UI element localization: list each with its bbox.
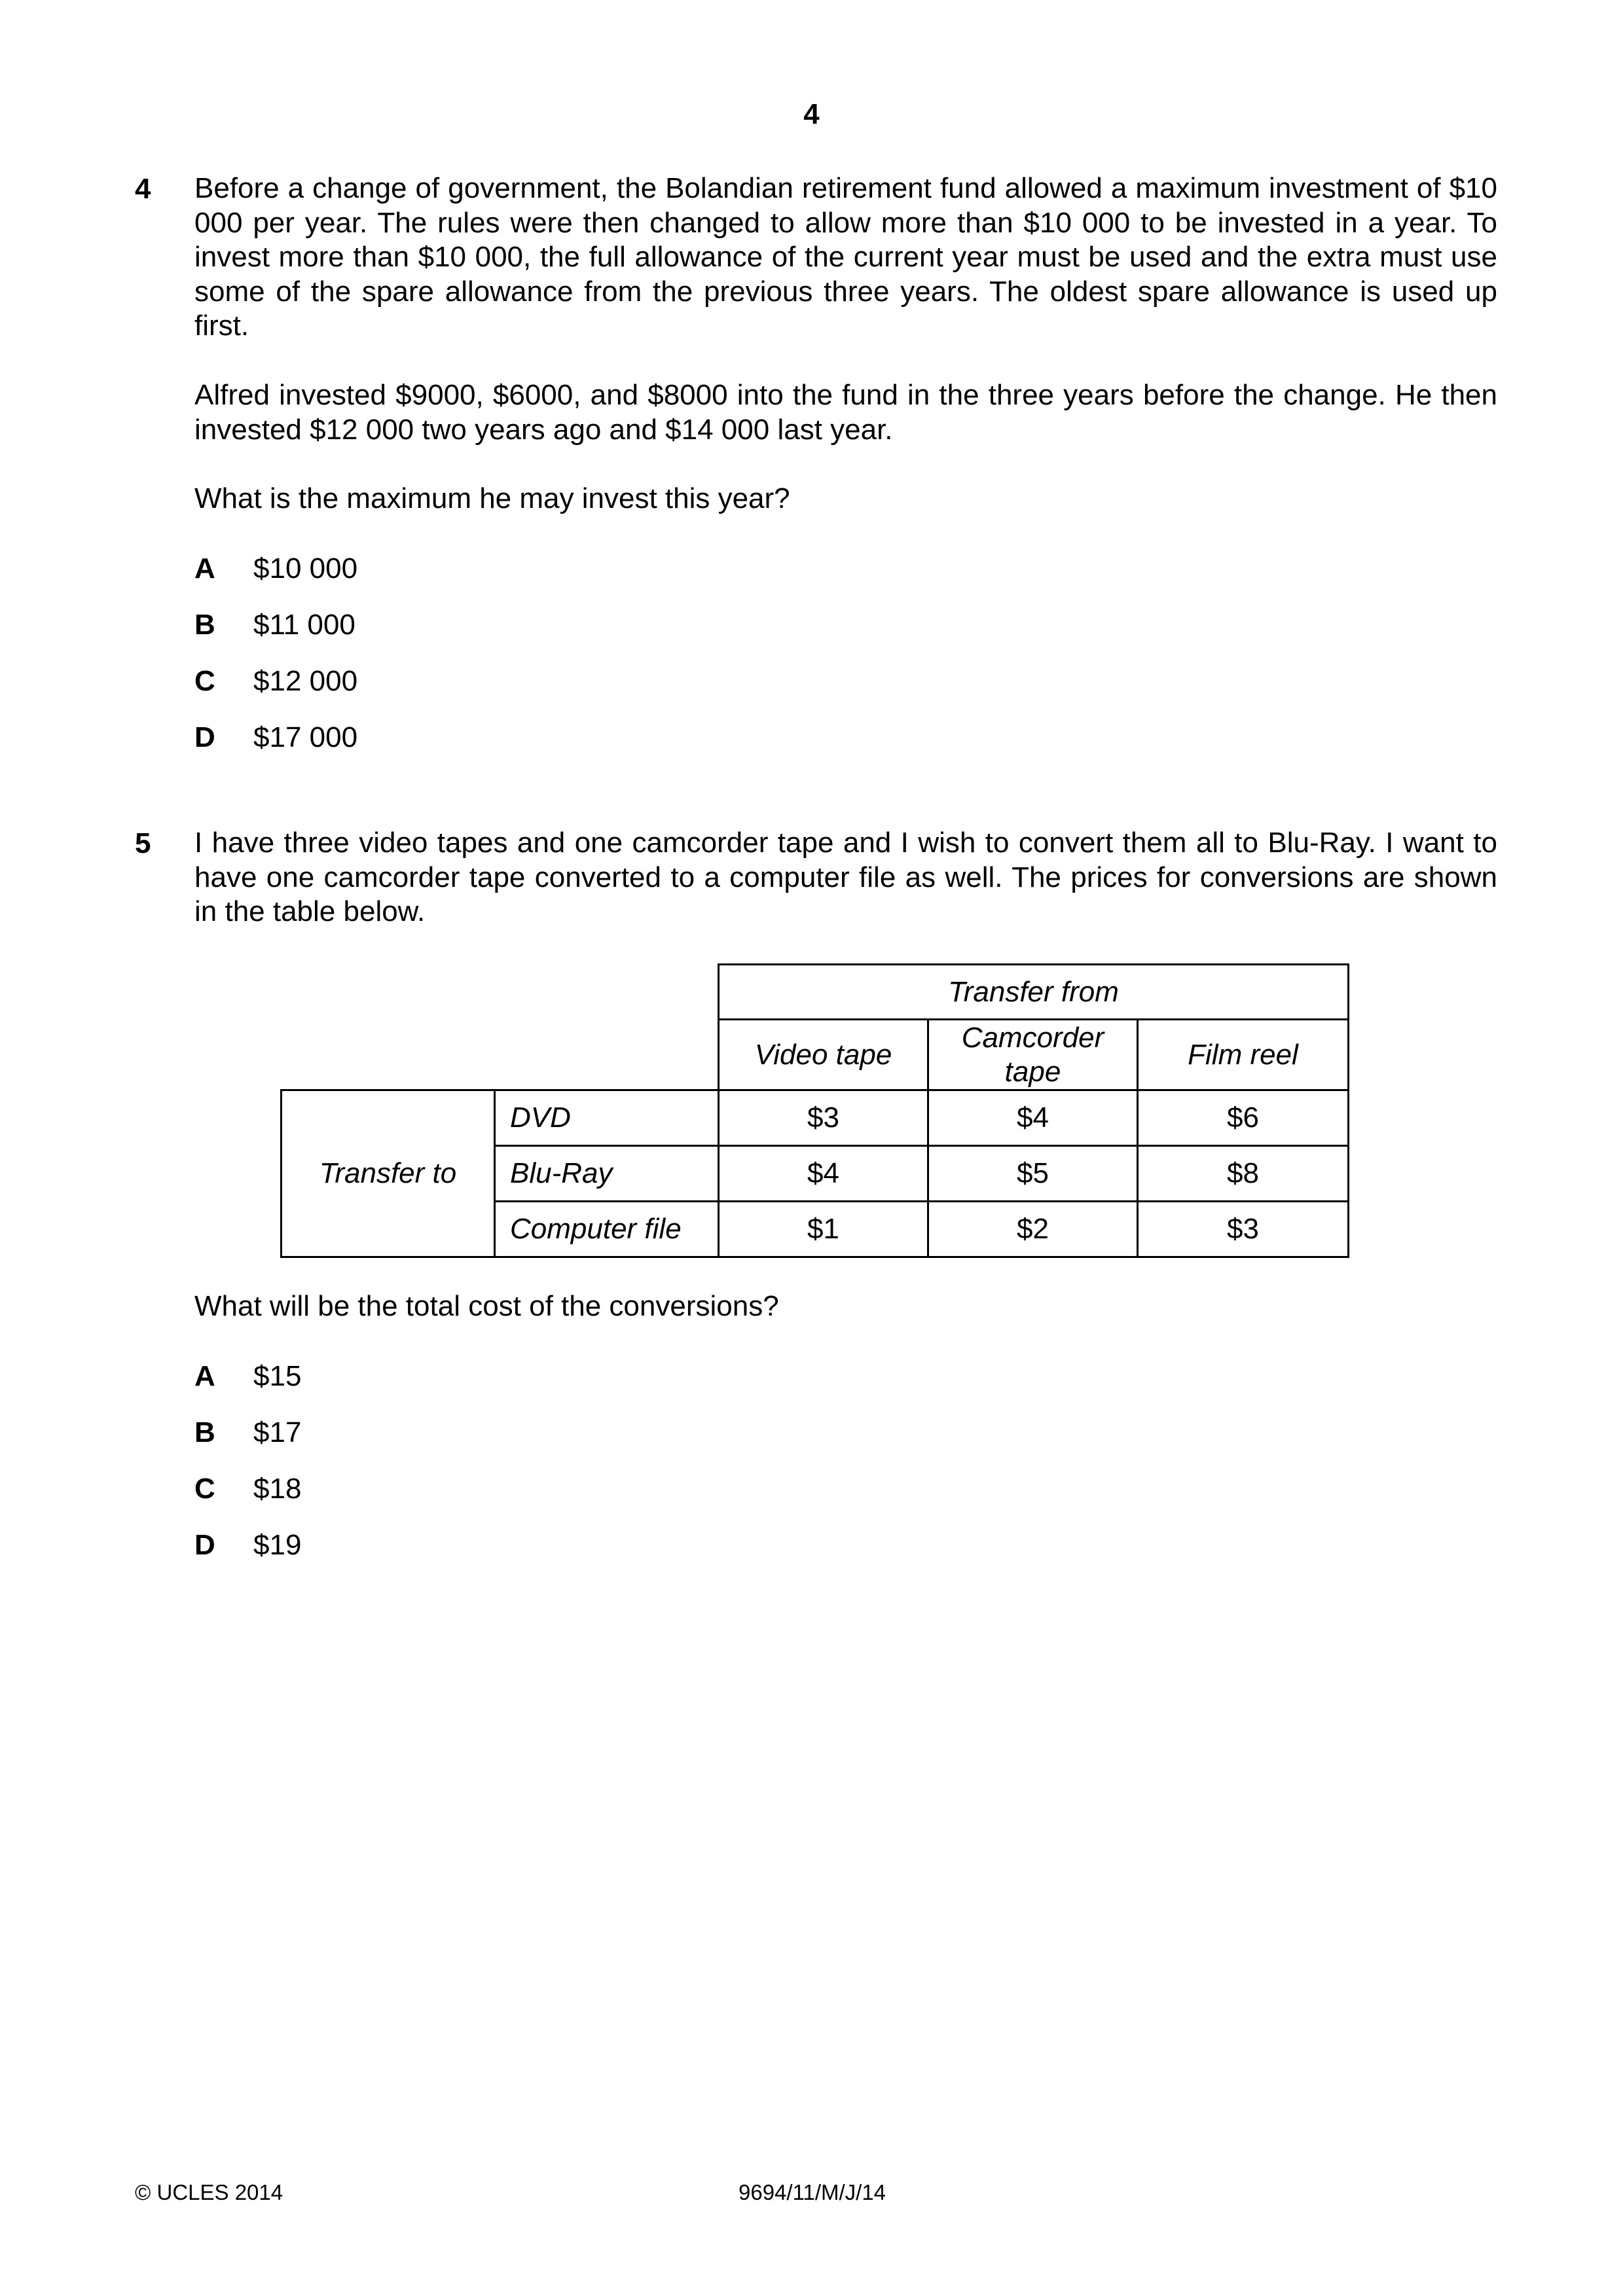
option-letter: B <box>194 1416 215 1448</box>
table-cell: $3 <box>719 1090 928 1146</box>
column-header-video-tape: Video tape <box>719 1020 928 1090</box>
option-value: $12 000 <box>253 665 358 697</box>
question-5-option-c <box>194 1471 301 1507</box>
question-4-prompt: What is the maximum he may invest this year? <box>194 482 790 514</box>
table-cell: $1 <box>719 1202 928 1257</box>
row-label-blu-ray: Blu-Ray <box>495 1146 719 1202</box>
table-cell: $4 <box>719 1146 928 1202</box>
option-letter: A <box>194 552 215 584</box>
option-letter: D <box>194 1529 215 1561</box>
table-cell: $4 <box>928 1090 1138 1146</box>
page-number: 4 <box>803 98 820 130</box>
row-label-dvd: DVD <box>495 1090 719 1146</box>
option-value: $17 <box>253 1416 302 1448</box>
question-4-paragraph-1: Before a change of government, the Bolandian retirement fund allowed a maximum investment of $10 000 per year. The rules were then changed to allow more than $10 000 to be invested in a year. To invest more than $10 000, the full allowance of the current year must be used and the extra must use some of the spare allowance from the previous three years. The oldest spare allowance is used up first. <box>194 172 1497 342</box>
footer-paper-code: 9694/11/M/J/14 <box>739 2180 886 2204</box>
table-cell: $6 <box>1138 1090 1349 1146</box>
table-cell: $2 <box>928 1202 1138 1257</box>
option-letter: C <box>194 665 215 697</box>
question-4-option-d <box>194 720 357 755</box>
option-value: $11 000 <box>253 609 356 641</box>
question-4-option-b <box>194 607 356 643</box>
option-value: $10 000 <box>253 552 358 584</box>
option-letter: D <box>194 721 215 753</box>
column-header-camcorder-tape: Camcorder tape <box>928 1020 1138 1090</box>
option-value: $18 <box>253 1473 302 1505</box>
question-4-option-a <box>194 551 357 586</box>
question-4-option-c <box>194 664 357 699</box>
option-value: $19 <box>253 1529 302 1561</box>
table-cell: $8 <box>1138 1146 1349 1202</box>
question-5-option-d <box>194 1528 301 1563</box>
option-value: $17 000 <box>253 721 358 753</box>
question-5-number: 5 <box>135 827 151 859</box>
question-5-prompt: What will be the total cost of the conversions? <box>194 1290 779 1322</box>
option-letter: B <box>194 609 215 641</box>
transfer-to-header: Transfer to <box>282 1090 495 1257</box>
column-header-film-reel: Film reel <box>1138 1020 1349 1090</box>
row-label-computer-file: Computer file <box>495 1202 719 1257</box>
question-5-option-b <box>194 1415 301 1450</box>
table-cell: $3 <box>1138 1202 1349 1257</box>
table-blank-corner <box>282 1020 719 1090</box>
option-letter: A <box>194 1360 215 1392</box>
question-4-number: 4 <box>135 173 151 205</box>
option-value: $15 <box>253 1360 302 1392</box>
transfer-from-header: Transfer from <box>719 965 1349 1020</box>
table-cell: $5 <box>928 1146 1138 1202</box>
table-blank-corner <box>282 965 719 1020</box>
question-4-paragraph-2: Alfred invested $9000, $6000, and $8000 into the fund in the three years before the change. He then invested $12 000 two years ago and $14 000 last year. <box>194 379 1497 446</box>
option-letter: C <box>194 1473 215 1505</box>
footer-copyright: © UCLES 2014 <box>135 2180 283 2204</box>
conversion-price-table <box>280 963 1349 1258</box>
question-5-option-a <box>194 1359 301 1394</box>
question-5-paragraph-1: I have three video tapes and one camcorder tape and I wish to convert them all to Blu-Ray. I want to have one camcorder tape converted to a computer file as well. The prices for conversions are shown in the table below. <box>194 827 1497 927</box>
